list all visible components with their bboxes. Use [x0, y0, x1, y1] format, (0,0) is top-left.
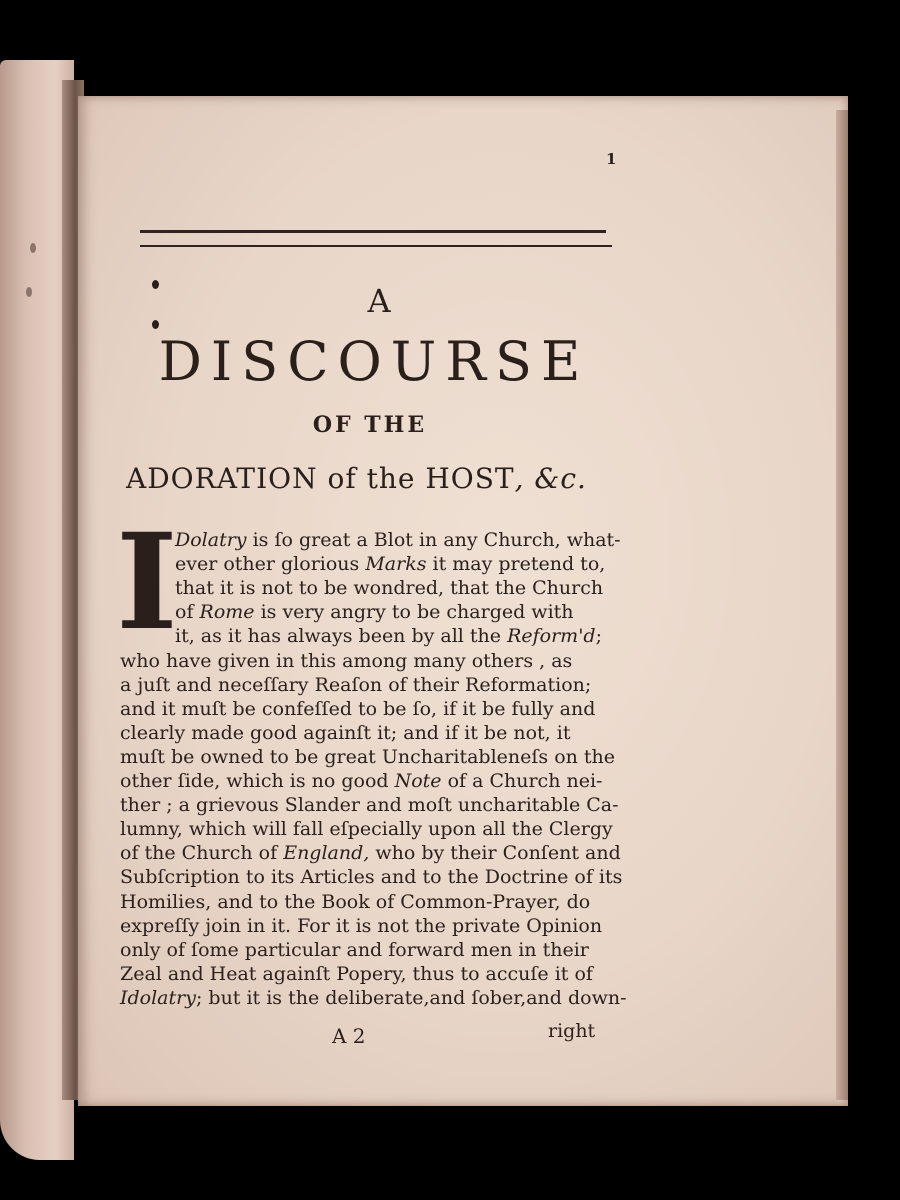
signature-mark: A 2 — [332, 1024, 366, 1048]
text-line — [120, 769, 602, 793]
text-run: a juſt and neceſſary Reaſon of their Reformation; — [120, 673, 592, 696]
text-run: it may pretend to, — [426, 553, 606, 576]
text-run: ther ; a grievous Slander and moſt uncharitable Ca- — [120, 794, 619, 817]
text-run: Zeal and Heat againſt Popery, thus to accuſe it of — [120, 962, 593, 985]
text-line — [175, 528, 621, 552]
right-page-edge — [836, 110, 848, 1100]
text-line — [175, 576, 603, 600]
text-run: expreſſy join in it. For it is not the private Opinion — [120, 914, 603, 937]
text-line — [120, 986, 627, 1010]
italic-word: Rome — [199, 601, 255, 624]
text-run: of a Church nei- — [441, 770, 603, 792]
title-connector: OF THE — [312, 412, 428, 438]
italic-word: Note — [394, 770, 442, 792]
text-run: it, as it has always been by all the — [175, 625, 508, 648]
ink-spot — [152, 320, 159, 329]
italic-word: Dolatry — [175, 529, 247, 551]
text-line — [120, 817, 613, 841]
catchword: right — [548, 1020, 596, 1042]
subtitle-etc: , &c. — [514, 462, 587, 495]
text-line — [120, 914, 602, 938]
text-run: is ſo great a Blot in any Church, what- — [246, 529, 621, 551]
text-run: Subſcription to its Articles and to the Doctrine of its — [120, 866, 623, 889]
text-line — [120, 841, 621, 865]
italic-word: England, — [283, 842, 370, 865]
text-line — [175, 600, 574, 624]
text-line — [120, 962, 593, 986]
text-run: ; — [595, 625, 602, 648]
text-line — [120, 721, 570, 745]
text-line — [120, 890, 590, 914]
text-run: of — [175, 601, 200, 624]
text-run: who by their Conſent and — [369, 842, 621, 865]
text-line — [175, 624, 602, 648]
text-line — [120, 938, 589, 962]
page-number: 1 — [606, 150, 617, 168]
text-line — [120, 793, 619, 817]
text-run: who have given in this among many others , as — [120, 649, 573, 672]
text-line — [120, 673, 591, 697]
text-run: and it muſt be confeſſed to be ſo, if it be fully and — [120, 697, 596, 720]
page-title: DISCOURSE — [158, 330, 590, 393]
italic-word: Marks — [365, 553, 427, 576]
text-run: ever other glorious — [175, 553, 366, 576]
text-run: other ſide, which is no good — [120, 770, 395, 792]
text-run: that it is not to be wondred, that the Church — [175, 577, 604, 600]
italic-word: Idolatry — [120, 986, 196, 1009]
text-line — [120, 745, 615, 769]
subtitle-text: ADORATION of the HOST — [126, 462, 515, 495]
text-run: Homilies, and to the Book of Common-Prayer, do — [120, 890, 591, 913]
text-line — [120, 649, 572, 673]
text-line — [120, 865, 622, 889]
text-run: lumny, which will fall eſpecially upon all the Clergy — [120, 818, 613, 841]
italic-word: Reform'd — [507, 625, 596, 648]
text-line — [120, 697, 595, 721]
text-run: of the Church of — [120, 842, 284, 865]
text-run: only of ſome particular and forward men in their — [120, 938, 589, 961]
text-run: muſt be owned to be great Uncharitableneſs on the — [120, 745, 616, 768]
text-line — [175, 552, 605, 576]
subtitle — [126, 462, 587, 495]
drop-cap: I — [116, 505, 178, 660]
text-run: ; but it is the deliberate,and ſober,and down- — [195, 986, 627, 1009]
binding-hole — [30, 243, 36, 253]
header-rule — [140, 245, 612, 247]
title-article: A — [367, 282, 393, 320]
text-run: clearly made good againſt it; and if it be not, it — [120, 721, 571, 744]
header-rule — [140, 230, 606, 233]
text-run: is very angry to be charged with — [254, 601, 574, 624]
